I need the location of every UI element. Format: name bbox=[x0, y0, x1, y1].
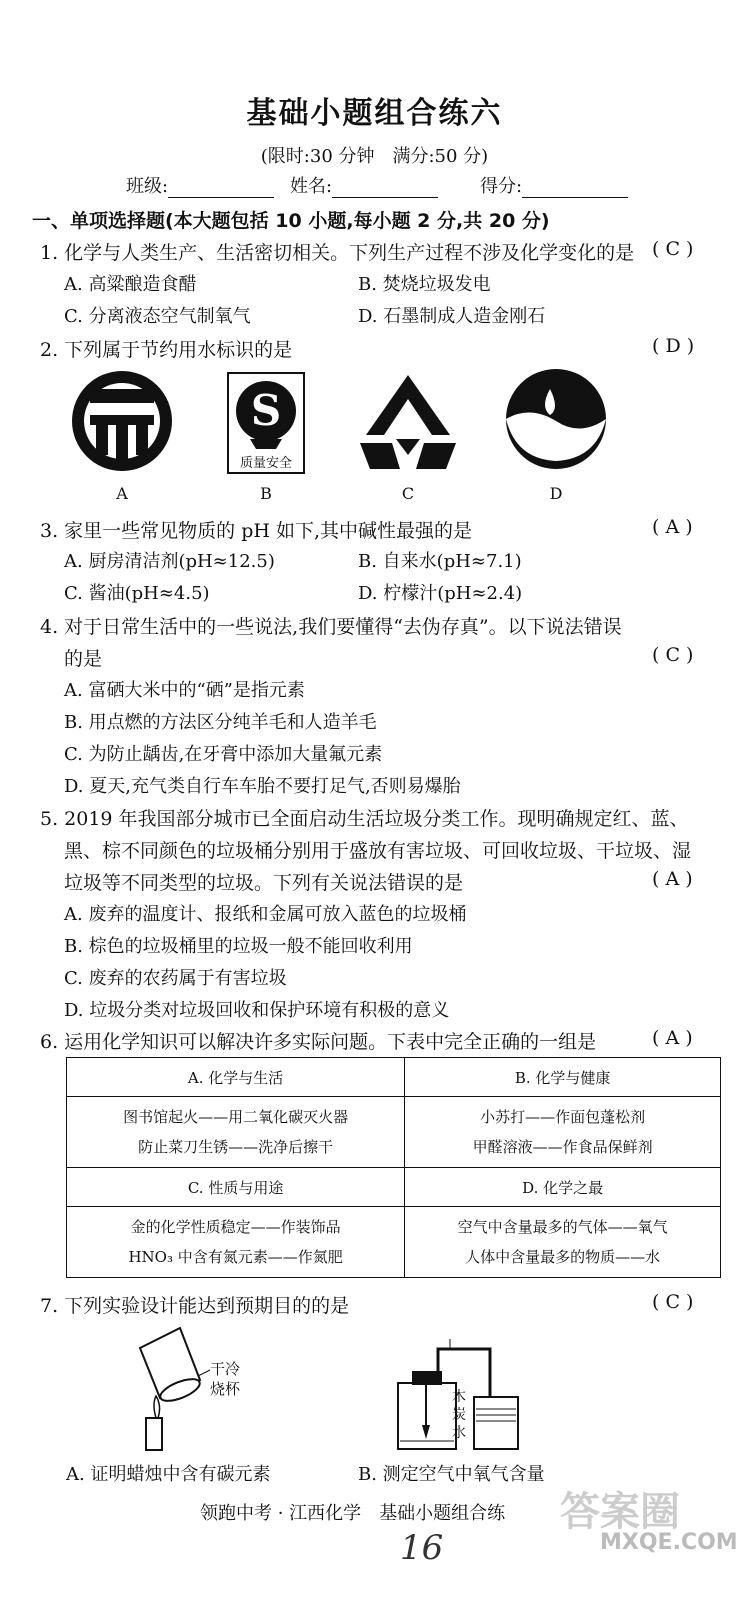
score-field bbox=[480, 172, 628, 198]
watermark-url: MXQE.COM bbox=[600, 1530, 738, 1555]
figure-a-label-line2: 烧杯 bbox=[210, 1380, 241, 1398]
figure-b-label-line2: 炭 bbox=[452, 1407, 466, 1423]
q4-stem-line1: 4. 对于日常生活中的一些说法,我们要懂得“去伪存真”。以下说法错误 bbox=[40, 616, 622, 638]
score-label: 得分: bbox=[480, 176, 523, 197]
q7-figure-a bbox=[120, 1318, 260, 1458]
q7-option-a: A. 证明蜡烛中含有碳元素 bbox=[66, 1464, 271, 1485]
q3-option-c: C. 酱油(pH≈4.5) bbox=[64, 583, 210, 604]
q5-answer: ( A ) bbox=[652, 868, 693, 890]
logo-b-icon bbox=[228, 373, 304, 473]
page-number: 16 bbox=[400, 1528, 444, 1568]
q2-stem: 2. 下列属于节约用水标识的是 bbox=[40, 339, 293, 361]
q6-stem: 6. 运用化学知识可以解决许多实际问题。下表中完全正确的一组是 bbox=[40, 1031, 597, 1053]
q6-table bbox=[66, 1057, 721, 1278]
q2-label-b: B bbox=[260, 484, 272, 503]
figure-b-label-line3: 水 bbox=[452, 1425, 466, 1441]
q4-option-b: B. 用点燃的方法区分纯羊毛和人造羊毛 bbox=[64, 712, 377, 733]
q6-b-line2: 甲醛溶液——作食品保鲜剂 bbox=[472, 1138, 653, 1156]
name-field bbox=[290, 172, 438, 198]
q7-answer: ( C ) bbox=[652, 1291, 694, 1313]
class-blank bbox=[168, 179, 274, 198]
q5-stem-line2: 黑、棕不同颜色的垃圾桶分别用于盛放有害垃圾、可回收垃圾、干垃圾、湿 bbox=[64, 840, 692, 862]
class-label: 班级: bbox=[126, 176, 169, 197]
q6-cell-a bbox=[67, 1097, 405, 1168]
q6-head-c: C. 性质与用途 bbox=[67, 1168, 405, 1207]
q5-stem-line3: 垃圾等不同类型的垃圾。下列有关说法错误的是 bbox=[64, 872, 464, 894]
q6-a-line2: 防止菜刀生锈——洗净后擦干 bbox=[138, 1138, 334, 1156]
q3-option-b: B. 自来水(pH≈7.1) bbox=[358, 551, 522, 572]
q2-label-d: D bbox=[549, 484, 563, 503]
q7-stem: 7. 下列实验设计能达到预期目的的是 bbox=[40, 1295, 350, 1317]
logo-b-text: 质量安全 bbox=[239, 456, 293, 471]
score-blank bbox=[522, 179, 628, 198]
q1-option-a: A. 高粱酿造食醋 bbox=[64, 274, 197, 295]
q6-c-line2: HNO₃ 中含有氮元素——作氮肥 bbox=[128, 1248, 343, 1266]
figure-a-label-line1: 干冷 bbox=[210, 1360, 241, 1378]
figure-b-label-line1: 木 bbox=[452, 1389, 466, 1405]
page-title: 基础小题组合练六 bbox=[246, 96, 503, 131]
logo-d-icon bbox=[506, 369, 606, 469]
q6-b-line1: 小苏打——作面包蓬松剂 bbox=[480, 1108, 646, 1126]
q7-option-b: B. 测定空气中氧气含量 bbox=[358, 1464, 545, 1485]
logo-c-icon bbox=[360, 375, 456, 469]
q6-cell-c bbox=[67, 1207, 405, 1278]
name-blank bbox=[332, 179, 438, 198]
q6-head-a: A. 化学与生活 bbox=[67, 1058, 405, 1097]
q1-option-c: C. 分离液态空气制氧气 bbox=[64, 306, 251, 327]
q6-c-line1: 金的化学性质稳定——作装饰品 bbox=[130, 1218, 341, 1236]
q6-answer: ( A ) bbox=[652, 1027, 693, 1049]
svg-text:S: S bbox=[250, 386, 282, 435]
q4-option-a: A. 富硒大米中的“硒”是指元素 bbox=[64, 680, 305, 701]
q5-option-a: A. 废弃的温度计、报纸和金属可放入蓝色的垃圾桶 bbox=[64, 904, 467, 925]
logo-a-icon bbox=[72, 371, 172, 471]
q1-stem: 1. 化学与人类生产、生活密切相关。下列生产过程不涉及化学变化的是 bbox=[40, 242, 635, 264]
q6-d-line2: 人体中含量最多的物质——水 bbox=[465, 1248, 661, 1266]
beaker-over-candle-icon bbox=[140, 1328, 210, 1450]
q4-option-c: C. 为防止龋齿,在牙膏中添加大量氟元素 bbox=[64, 744, 383, 765]
q1-answer: ( C ) bbox=[652, 238, 694, 260]
class-field bbox=[126, 172, 274, 198]
q5-option-d: D. 垃圾分类对垃圾回收和保护环境有积极的意义 bbox=[64, 1000, 450, 1021]
q5-option-b: B. 棕色的垃圾桶里的垃圾一般不能回收利用 bbox=[64, 936, 413, 957]
q2-label-c: C bbox=[401, 484, 415, 503]
q1-option-b: B. 焚烧垃圾发电 bbox=[358, 274, 491, 295]
q5-stem-line1: 5. 2019 年我国部分城市已全面启动生活垃圾分类工作。现明确规定红、蓝、 bbox=[40, 808, 689, 830]
q6-d-line1: 空气中含量最多的气体——氧气 bbox=[457, 1218, 668, 1236]
q6-cell-b bbox=[405, 1097, 721, 1168]
q1-option-d: D. 石墨制成人造金刚石 bbox=[358, 306, 546, 327]
q5-option-c: C. 废弃的农药属于有害垃圾 bbox=[64, 968, 287, 989]
q7-figure-b bbox=[390, 1335, 530, 1455]
q2-answer: ( D ) bbox=[652, 335, 695, 357]
name-label: 姓名: bbox=[290, 176, 333, 197]
watermark-logo: 答案圈 bbox=[560, 1489, 680, 1535]
q3-stem: 3. 家里一些常见物质的 pH 如下,其中碱性最强的是 bbox=[40, 520, 473, 542]
footer: 领跑中考 · 江西化学 基础小题组合练 bbox=[200, 1503, 506, 1524]
q6-head-b: B. 化学与健康 bbox=[405, 1058, 721, 1097]
q3-option-d: D. 柠檬汁(pH≈2.4) bbox=[358, 583, 523, 604]
q4-option-d: D. 夏天,充气类自行车车胎不要打足气,否则易爆胎 bbox=[64, 776, 461, 797]
q6-cell-d bbox=[405, 1207, 721, 1278]
q2-logos bbox=[60, 365, 720, 480]
q3-option-a: A. 厨房清洁剂(pH≈12.5) bbox=[64, 551, 275, 572]
q6-a-line1: 图书馆起火——用二氧化碳灭火器 bbox=[123, 1108, 349, 1126]
q2-label-a: A bbox=[116, 484, 128, 503]
q3-answer: ( A ) bbox=[652, 516, 693, 538]
q4-answer: ( C ) bbox=[652, 644, 694, 666]
section-heading: 一、单项选择题(本大题包括 10 小题,每小题 2 分,共 20 分) bbox=[32, 210, 550, 232]
q6-head-d: D. 化学之最 bbox=[405, 1168, 721, 1207]
time-limit: (限时:30 分钟 满分:50 分) bbox=[260, 146, 489, 167]
q4-stem-line2: 的是 bbox=[64, 648, 103, 670]
